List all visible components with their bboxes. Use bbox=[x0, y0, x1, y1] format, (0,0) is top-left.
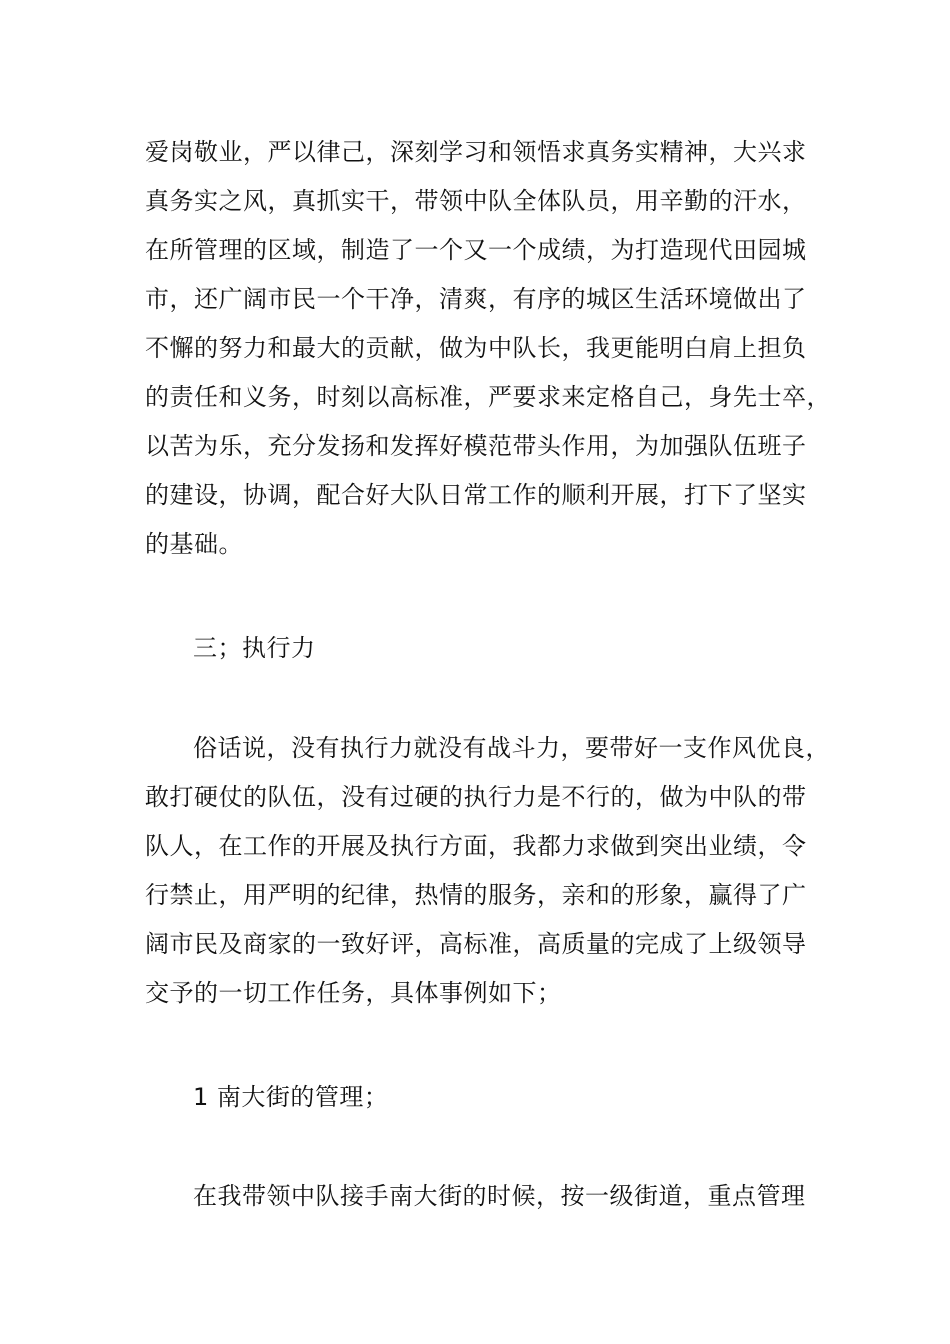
paragraph-line: 不懈的努力和最大的贡献，做为中队长，我更能明白肩上担负 bbox=[145, 334, 807, 362]
sub-heading: 1 南大街的管理； bbox=[193, 1083, 389, 1111]
paragraph-line: 敢打硬仗的队伍，没有过硬的执行力是不行的，做为中队的带 bbox=[145, 783, 807, 811]
paragraph-line: 真务实之风，真抓实干，带领中队全体队员，用辛勤的汗水， bbox=[145, 187, 807, 215]
paragraph-line: 的责任和义务，时刻以高标准，严要求来定格自己，身先士卒， bbox=[145, 383, 831, 411]
paragraph-line: 阔市民及商家的一致好评，高标准，高质量的完成了上级领导 bbox=[145, 930, 807, 958]
paragraph-line: 爱岗敬业，严以律己，深刻学习和领悟求真务实精神，大兴求 bbox=[145, 138, 807, 166]
paragraph-line: 交予的一切工作任务，具体事例如下； bbox=[145, 979, 562, 1007]
paragraph-line: 队人，在工作的开展及执行方面，我都力求做到突出业绩，令 bbox=[145, 832, 807, 860]
paragraph-line: 以苦为乐，充分发扬和发挥好模范带头作用，为加强队伍班子 bbox=[145, 432, 807, 460]
paragraph-line: 的建设，协调，配合好大队日常工作的顺利开展，打下了坚实 bbox=[145, 481, 807, 509]
paragraph-line: 行禁止，用严明的纪律，热情的服务，亲和的形象，赢得了广 bbox=[145, 881, 807, 909]
paragraph-line: 市，还广阔市民一个干净，清爽，有序的城区生活环境做出了 bbox=[145, 285, 807, 313]
paragraph-line: 在所管理的区域，制造了一个又一个成绩，为打造现代田园城 bbox=[145, 236, 807, 264]
paragraph-line: 在我带领中队接手南大街的时候，按一级街道，重点管理 bbox=[193, 1182, 806, 1210]
paragraph-line: 俗话说，没有执行力就没有战斗力，要带好一支作风优良， bbox=[193, 734, 830, 762]
paragraph-line: 的基础。 bbox=[145, 530, 243, 558]
section-heading: 三；执行力 bbox=[193, 634, 316, 662]
